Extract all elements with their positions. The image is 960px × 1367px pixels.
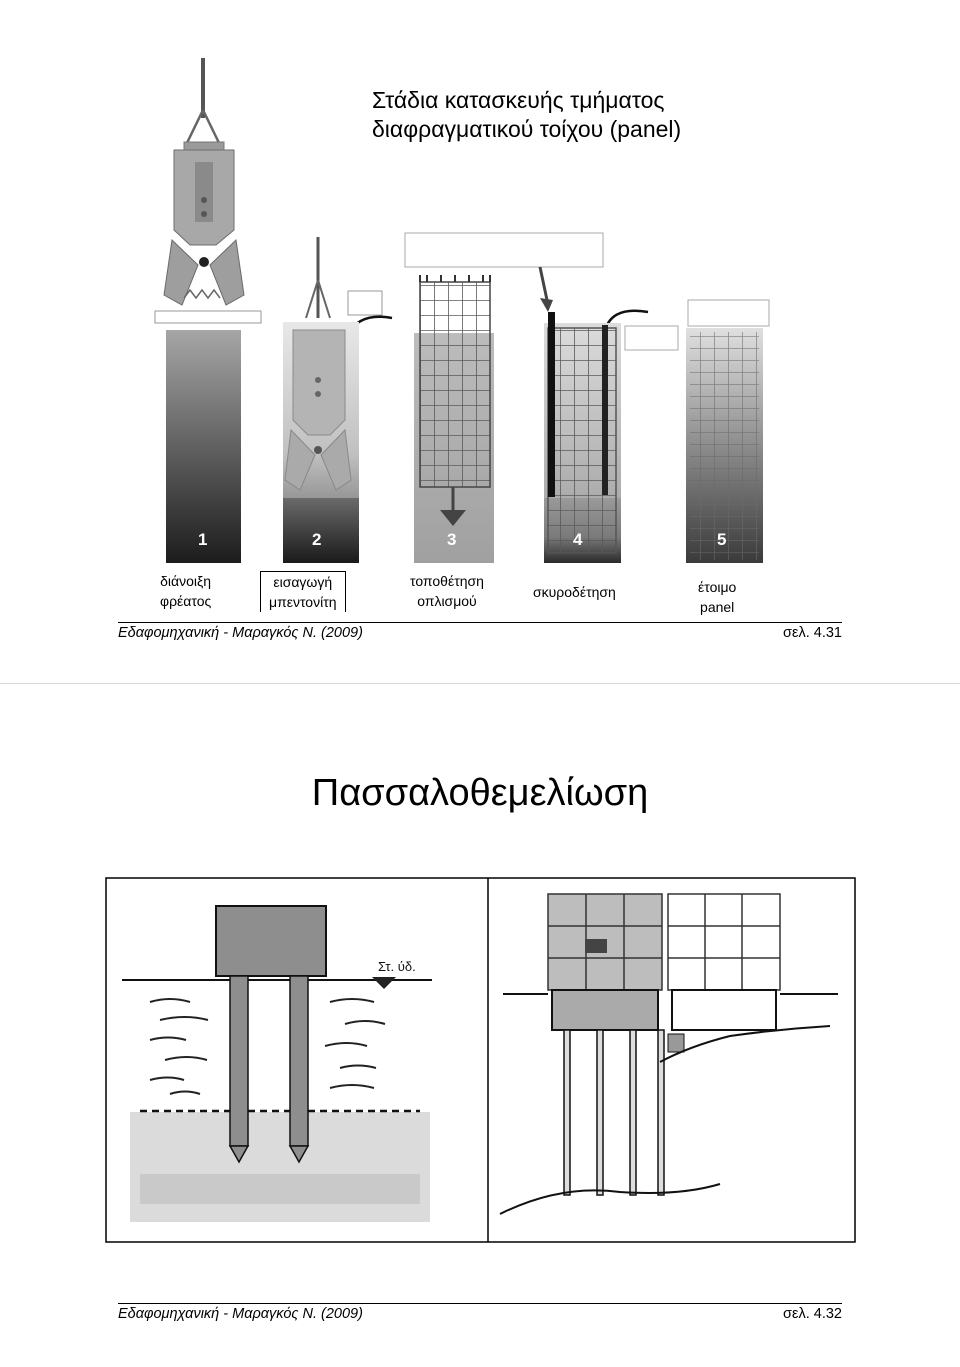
stage-2-number: 2: [312, 530, 322, 549]
construction-stages-diagram: [0, 0, 960, 580]
slide-footer: [118, 1303, 842, 1322]
stage-4-graphic: [540, 267, 678, 563]
water-level-label: Στ. ύδ.: [378, 959, 416, 974]
slide-footer: [118, 622, 842, 641]
footer-page: σελ. 4.32: [783, 1306, 842, 1322]
stage-3-label: τοποθέτηση οπλισμού: [410, 573, 484, 609]
pile-foundation-diagram: [0, 684, 960, 1367]
footer-page: σελ. 4.31: [783, 625, 842, 641]
title-line-1: Στάδια κατασκευής τμήματος: [372, 87, 665, 113]
title-line-2: διαφραγματικού τοίχου (panel): [372, 116, 682, 142]
slide-title: Πασσαλοθεμελίωση: [311, 772, 649, 814]
stage-1-number: 1: [198, 530, 208, 549]
footer-author: Εδαφομηχανική - Μαραγκός Ν. (2009): [118, 625, 363, 641]
stage-3-number: 3: [447, 530, 457, 549]
stage-5-number: 5: [717, 530, 727, 549]
stage-2-label: εισαγωγή μπεντονίτη: [260, 571, 346, 612]
slide-pile-foundation: [0, 684, 960, 1367]
stage-5-graphic: [686, 300, 769, 563]
stage-1-graphic: [155, 58, 261, 563]
stage-1-label: διάνοιξη φρέατος: [160, 573, 212, 609]
footer-author: Εδαφομηχανική - Μαραγκός Ν. (2009): [118, 1306, 363, 1322]
stage-2-graphic: [283, 237, 392, 563]
stage-4-number: 4: [573, 530, 583, 549]
slide-diaphragm-wall: [0, 0, 960, 683]
stage-5-label: έτοιμο panel: [698, 579, 737, 615]
stage-4-label: σκυροδέτηση: [533, 584, 616, 600]
